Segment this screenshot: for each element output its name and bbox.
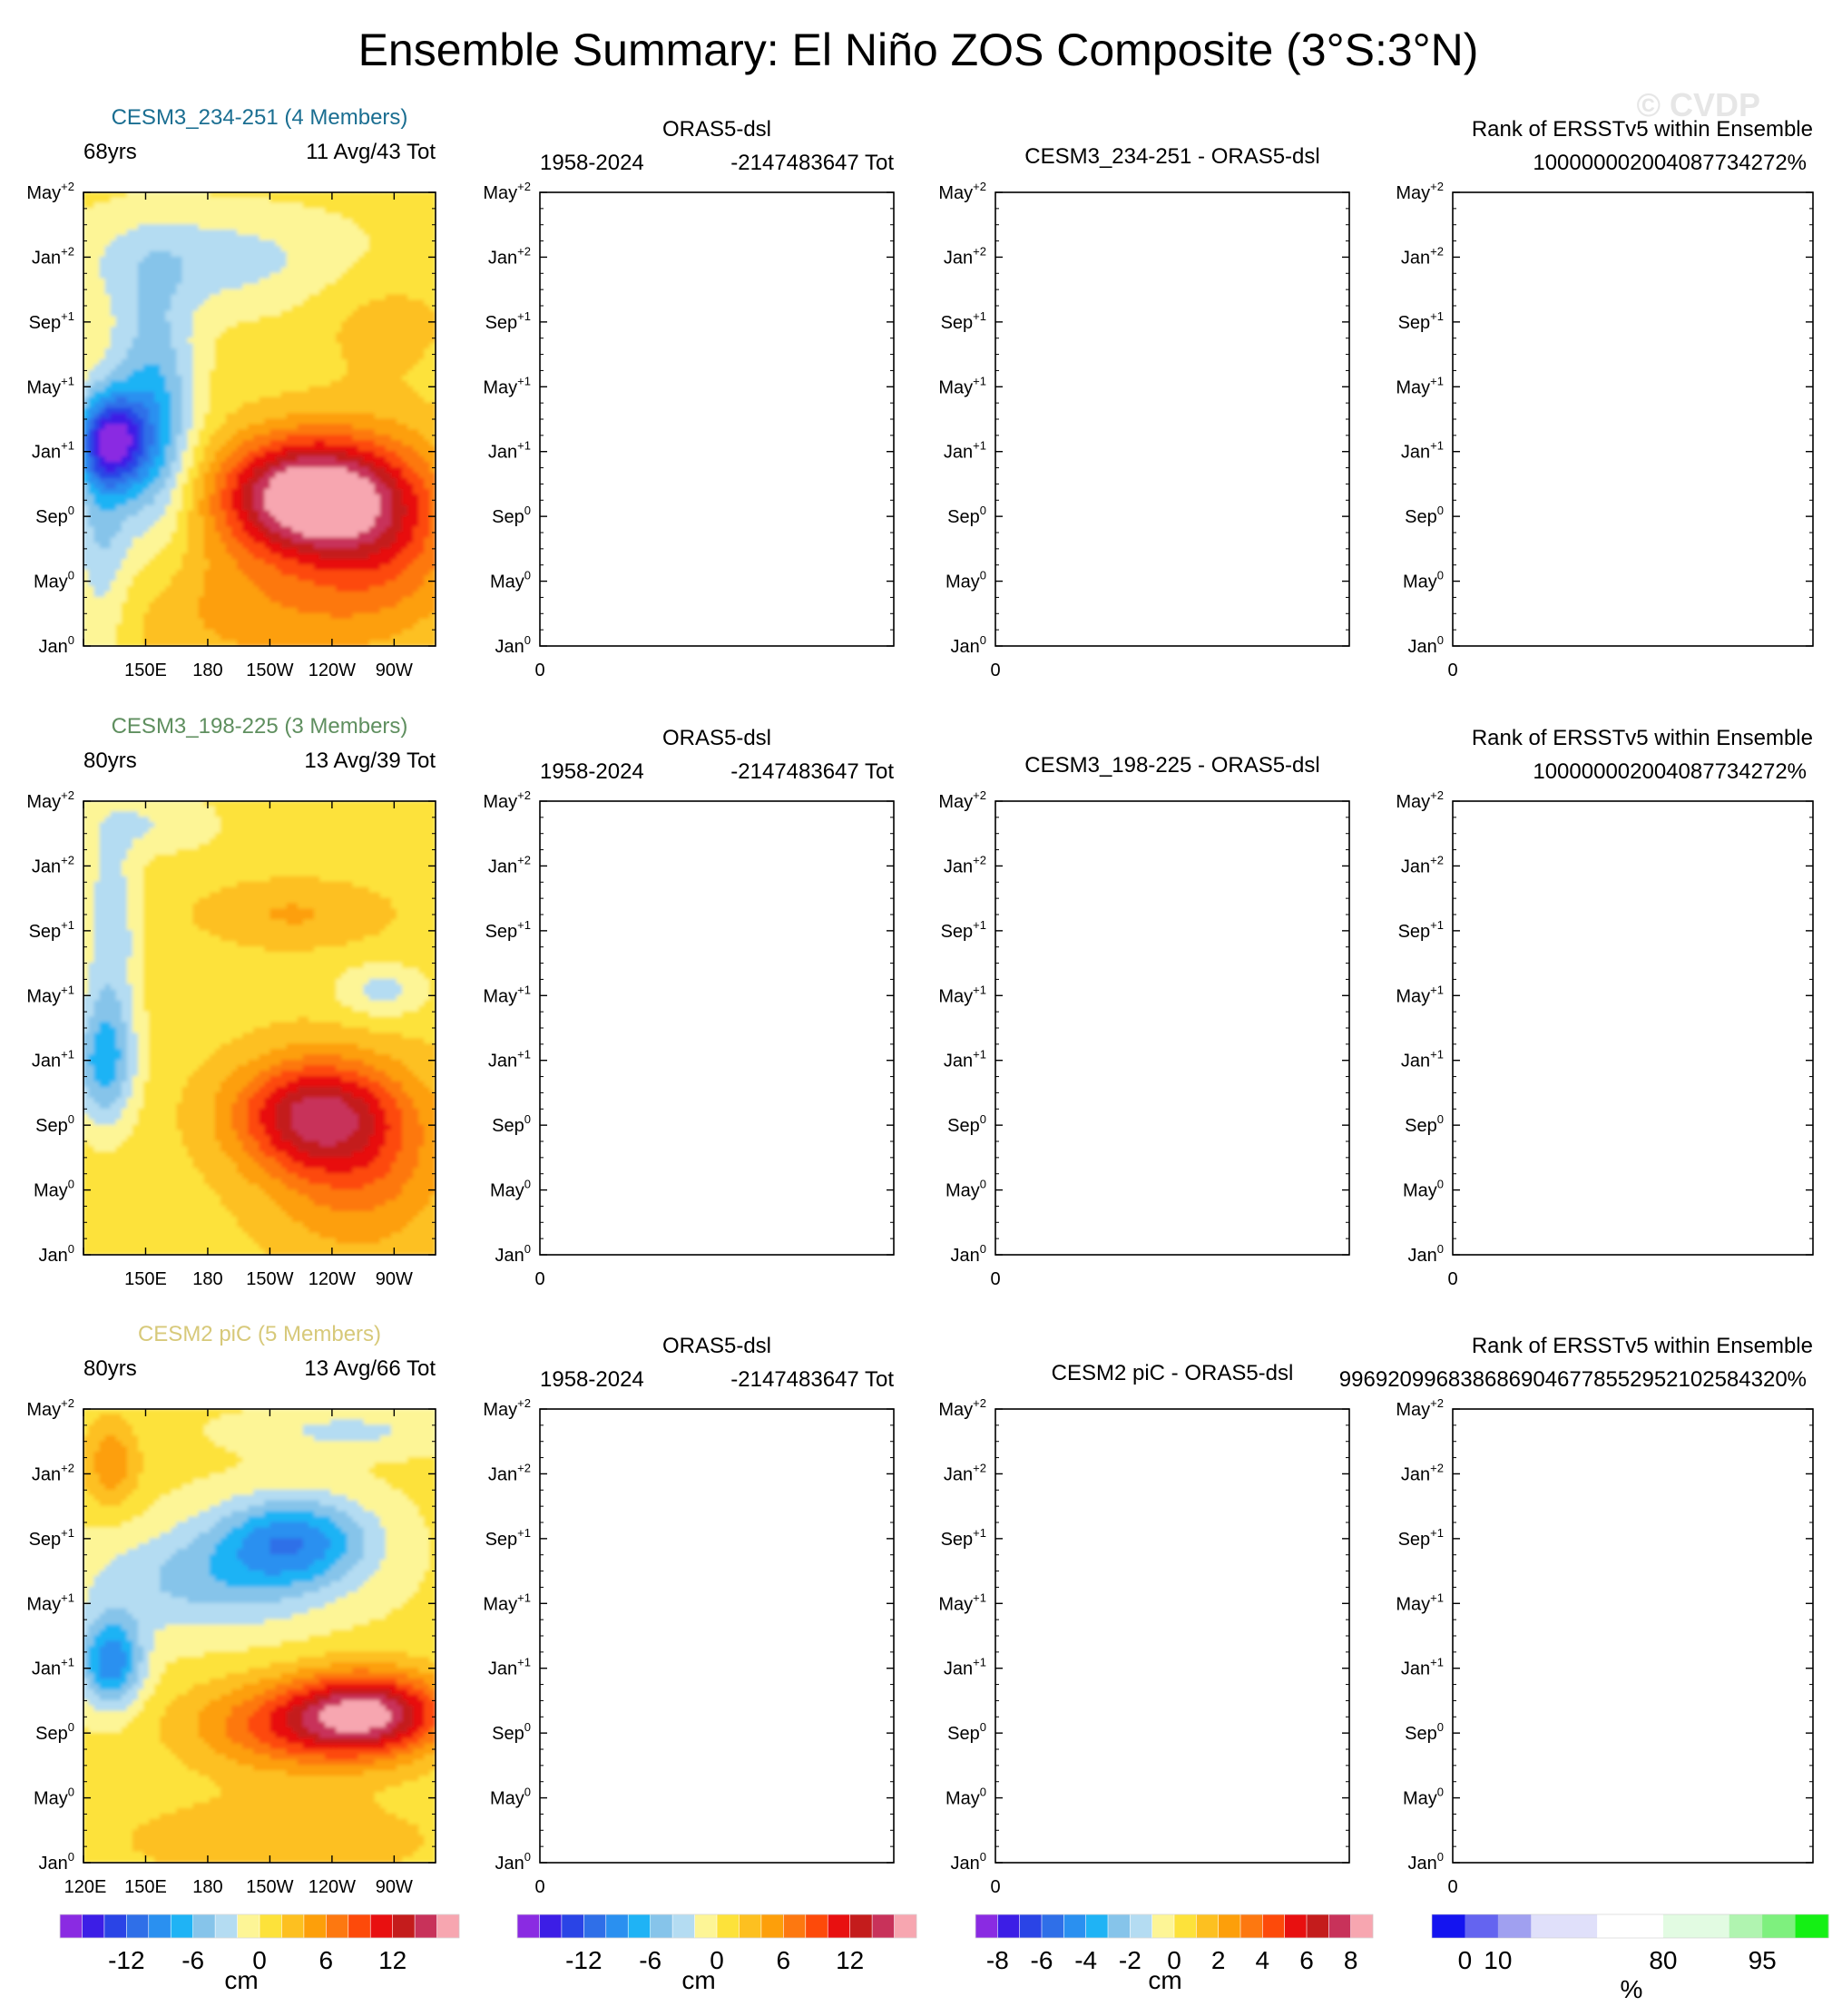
ensemble-name: CESM3_234-251 (4 Members)	[111, 105, 408, 130]
cvdp-watermark: © CVDP	[1636, 86, 1760, 123]
figure-title: Ensemble Summary: El Niño ZOS Composite (3°S:3°N)	[358, 24, 1479, 75]
ensemble-panel	[26, 105, 436, 680]
ensemble-years: 68yrs	[83, 140, 137, 164]
ensemble-counts: 11 Avg/43 Tot	[306, 140, 436, 164]
ensemble-heatmap	[83, 191, 436, 646]
